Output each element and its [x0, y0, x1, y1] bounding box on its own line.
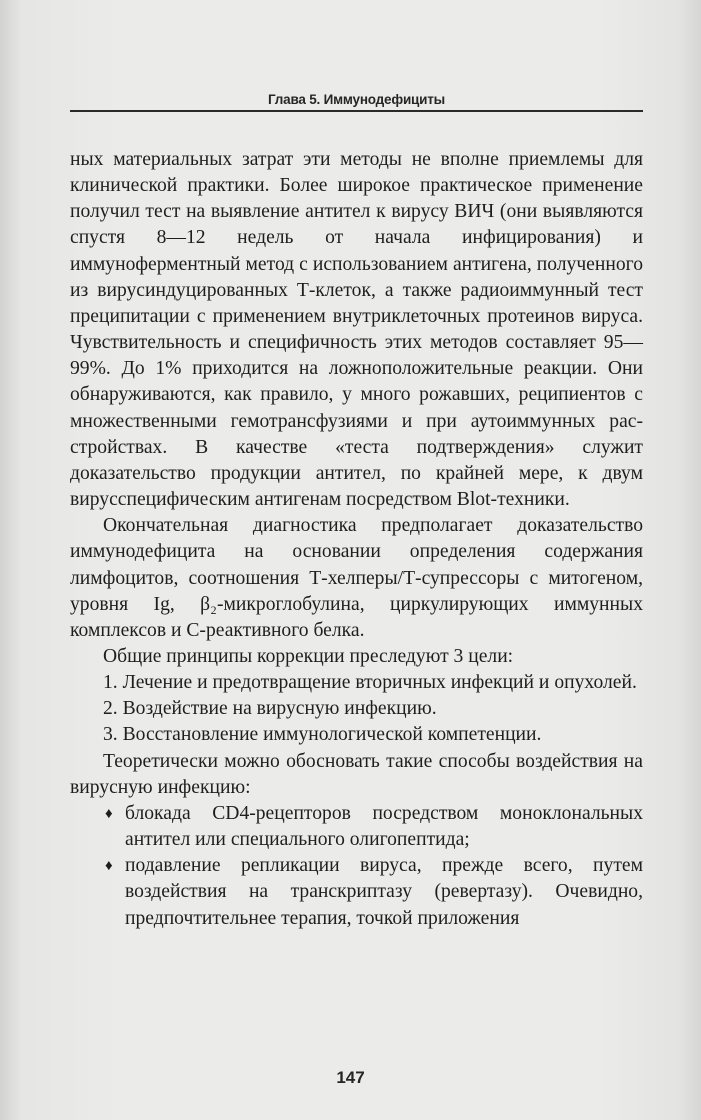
goal-item-3: 3. Восстановление иммунологической компетенции. — [103, 724, 542, 746]
goal-item-1: 1. Лечение и предотвращение вторичных инфекций и опухолей. — [103, 672, 637, 694]
diamond-bullet-icon: ♦ — [105, 805, 113, 822]
paragraph-methods-intro: Теоретически можно обосновать такие способы воздействия на вирусную инфекцию: — [70, 750, 643, 798]
header-rule — [70, 110, 643, 112]
list-item — [70, 801, 643, 853]
list-item-text: подавление репликации вируса, прежде всего, путем воздействия на транскриптазу (ревертазу). Очевидно, предпочтительнее терапия, точкой приложения — [125, 855, 643, 929]
running-header: Глава 5. Иммунодефициты — [267, 92, 445, 107]
list-item — [70, 853, 643, 931]
paragraph-correction-principles: Общие принципы коррекции преследуют 3 цели: — [103, 645, 514, 667]
methods-list — [70, 801, 643, 932]
list-item-text: блокада CD4-рецепторов посредством моноклональных антител или специального олигопептида; — [125, 802, 643, 851]
page-number: 147 — [336, 1068, 365, 1087]
paragraph-diagnosis: Окончательная диагностика предполагает доказательство иммунодефицита на основании определения содержания лимфоцитов, соотношения Т-хелперы/Т-супрессоры с митогеном, уровня Ig, β₂-микроглобулина, циркулирующих иммунных комплексов и С-реактивного белка. — [70, 515, 643, 641]
diamond-bullet-icon: ♦ — [105, 858, 113, 875]
page-body — [70, 147, 643, 932]
goal-item-2: 2. Воздействие на вирусную инфекцию. — [103, 698, 437, 720]
paragraph-continuation: ных материальных затрат эти методы не вполне приемлемы для клинической практики. Более широкое практическое применение получил тест на выявление антител к вирусу ВИЧ (они выявляются спустя 8—12 недель от начала инфицирования) и иммуноферментный метод с использованием антигена, полученного из вирусиндуцированных Т-клеток, а также радиоиммунный тест преципитации с применением внутриклеточных протеинов вируса. Чувствительность и специфичность этих методов составляет 95—99%. До 1% приходится на ложноположительные реакции. Они обнаруживаются, как правило, у много рожавших, реципиентов с множественными гемотрансфузиями и при аутоиммунных расстройствах. В качестве «теста подтверждения» служит доказательство продукции антител, по крайней мере, к двум вирусспецифическим антигенам посредством Blot-техники. — [70, 149, 643, 511]
